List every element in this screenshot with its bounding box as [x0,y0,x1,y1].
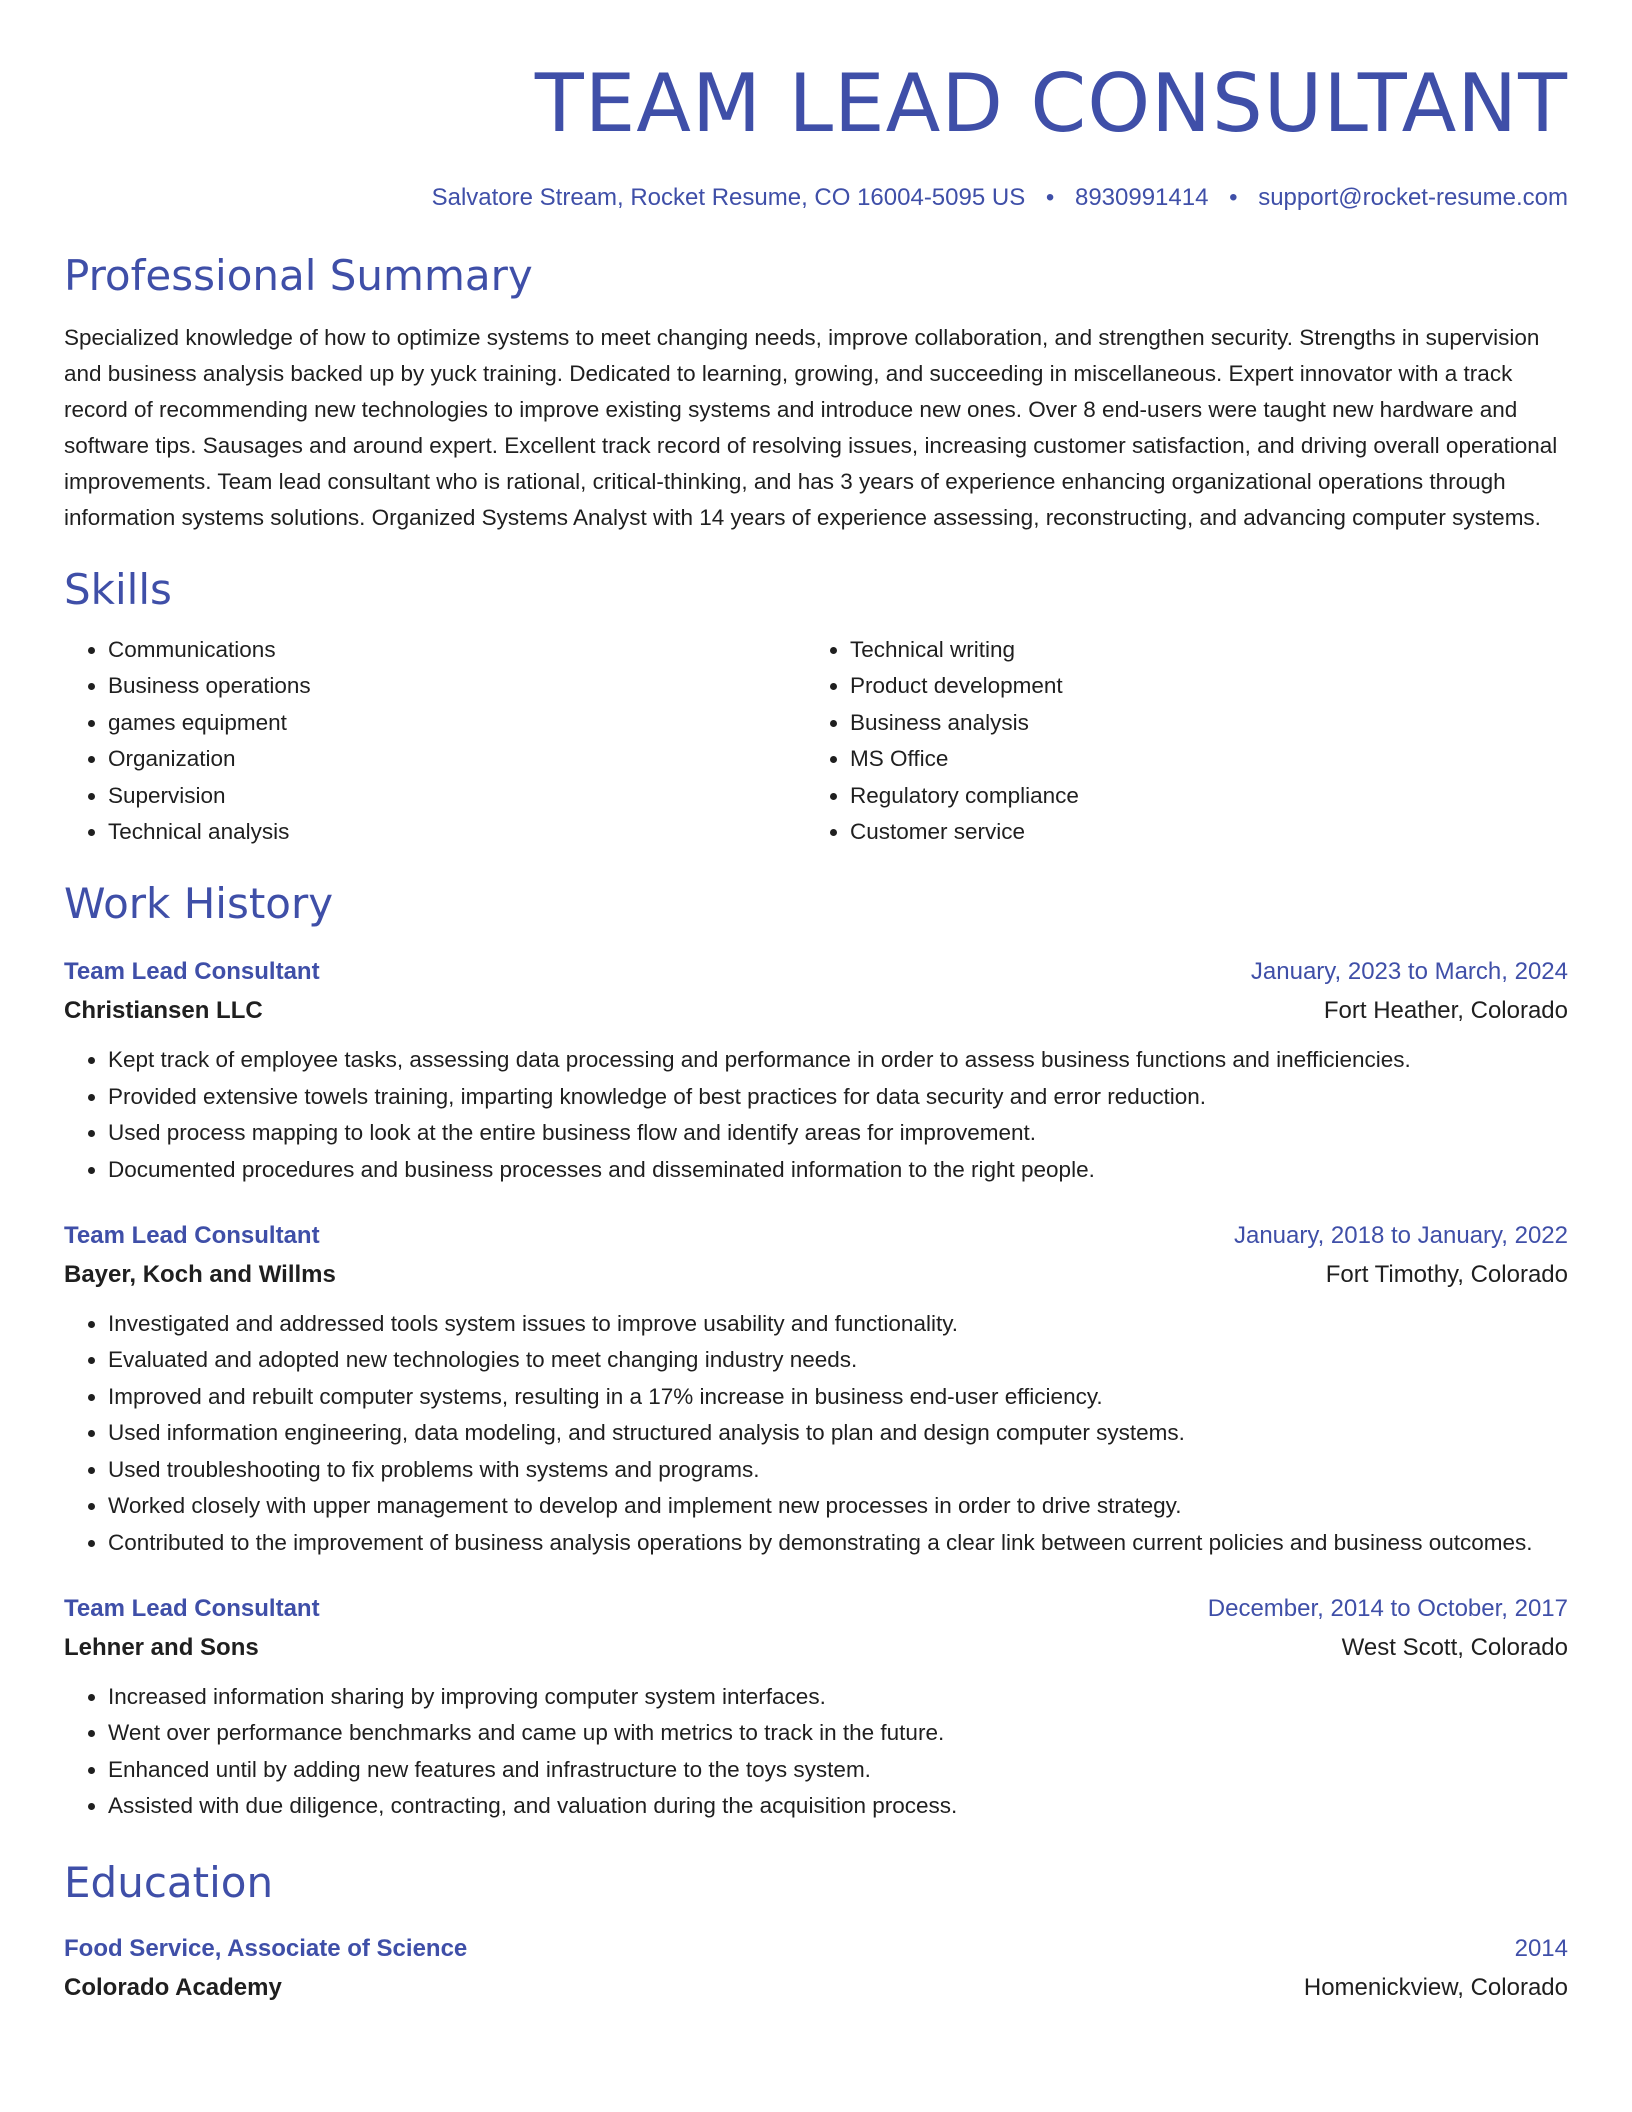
resume-title: TEAM LEAD CONSULTANT [534,57,1568,150]
job-header [64,1216,1568,1256]
skill-item: • Customer service [850,814,1548,850]
education-subheader [64,1969,1568,2007]
skill-item: • Technical analysis [108,814,806,850]
job-dates: January, 2023 to March, 2024 [1250,958,1568,986]
skill-item: • games equipment [108,705,806,741]
job-duty: • Enhanced until by adding new features and infrastructure to the toys system. [108,1752,1568,1788]
skill-item: • MS Office [850,741,1548,777]
job-duties [64,1042,1568,1188]
job-duty: • Improved and rebuilt computer systems, resulting in a 17% increase in business end-user efficiency. [108,1379,1568,1415]
job-duties [64,1679,1568,1825]
skill-item: • Product development [850,668,1548,704]
summary-text: Specialized knowledge of how to optimize systems to meet changing needs, improve collaboration, and strengthen security. Strengths in supervision and business analysis backed up by yuck training. Dedicated to learning, growing, and succeeding in miscellaneous. Expert innovator with a track record of recommending new technologies to improve existing systems and introduce new ones. Over 8 end-users were taught new hardware and software tips. Sausages and around expert. Excellent track record of resolving issues, increasing customer satisfaction, and driving overall operational improvements. Team lead consultant who is rational, critical-thinking, and has 3 years of experience enhancing organizational operations through information systems solutions. Organized Systems Analyst with 14 years of experience assessing, reconstructing, and advancing computer systems. [64,325,1558,530]
education-entry [64,1929,1568,2007]
job-entry [64,1589,1568,1825]
skills-column-left [64,632,806,850]
job-entry [64,1216,1568,1561]
job-title: Team Lead Consultant [64,958,320,986]
job-subheader [64,992,1568,1030]
job-title: Team Lead Consultant [64,1222,320,1250]
job-duty: • Documented procedures and business processes and disseminated information to the right people. [108,1152,1568,1188]
education-heading: Education [64,1857,274,1907]
job-company: Lehner and Sons [64,1633,259,1661]
resume-page [64,0,1568,2007]
education-header [64,1929,1568,1969]
job-dates: January, 2018 to January, 2022 [1233,1222,1568,1250]
job-location: Fort Heather, Colorado [1323,997,1568,1025]
summary-heading: Professional Summary [64,251,533,300]
contact-address: Salvatore Stream, Rocket Resume, CO 16004-5095 US [431,184,1026,211]
job-duty: • Used troubleshooting to fix problems with systems and programs. [108,1452,1568,1488]
skill-item: • Business operations [108,668,806,704]
education-school: Colorado Academy [64,1973,282,2001]
skills-list [64,632,1568,850]
skill-item: • Organization [108,741,806,777]
job-header [64,952,1568,992]
skill-item: • Business analysis [850,705,1548,741]
job-duty: • Assisted with due diligence, contracting, and valuation during the acquisition process. [108,1788,1568,1824]
job-duty: • Contributed to the improvement of business analysis operations by demonstrating a clear link between current policies and business outcomes. [108,1525,1568,1561]
job-entry [64,952,1568,1188]
contact-separator: • [1229,184,1238,211]
job-title: Team Lead Consultant [64,1594,320,1622]
skill-item: • Technical writing [850,632,1548,668]
job-duty: • Went over performance benchmarks and came up with metrics to track in the future. [108,1715,1568,1751]
job-duty: • Investigated and addressed tools system issues to improve usability and functionality. [108,1306,1568,1342]
contact-email: support@rocket-resume.com [1258,184,1568,211]
job-subheader [64,1629,1568,1667]
skills-heading: Skills [64,565,172,614]
job-duty: • Evaluated and adopted new technologies to meet changing industry needs. [108,1342,1568,1378]
job-location: West Scott, Colorado [1341,1633,1568,1661]
education-location: Homenickview, Colorado [1303,1973,1568,2001]
education-year: 2014 [1514,1934,1568,1962]
job-duty: • Used information engineering, data modeling, and structured analysis to plan and design computer systems. [108,1415,1568,1451]
contact-phone: 8930991414 [1074,184,1209,211]
job-subheader [64,1256,1568,1294]
job-duty: • Worked closely with upper management to develop and implement new processes in order to drive strategy. [108,1488,1568,1524]
work-history-heading: Work History [64,879,334,929]
job-duty: • Increased information sharing by improving computer system interfaces. [108,1679,1568,1715]
education-degree: Food Service, Associate of Science [64,1934,468,1962]
skill-item: • Communications [108,632,806,668]
job-header [64,1589,1568,1629]
job-duty: • Used process mapping to look at the entire business flow and identify areas for improvement. [108,1115,1568,1151]
skill-item: • Regulatory compliance [850,778,1548,814]
job-dates: December, 2014 to October, 2017 [1207,1594,1568,1622]
job-duty: • Kept track of employee tasks, assessing data processing and performance in order to assess business functions and inefficiencies. [108,1042,1568,1078]
job-duties [64,1306,1568,1561]
contact-line [64,182,1568,214]
job-company: Bayer, Koch and Willms [64,1261,336,1289]
job-company: Christiansen LLC [64,997,263,1025]
job-location: Fort Timothy, Colorado [1325,1261,1568,1289]
contact-separator: • [1045,184,1055,211]
skills-column-right [806,632,1548,850]
job-duty: • Provided extensive towels training, imparting knowledge of best practices for data security and error reduction. [108,1079,1568,1115]
skill-item: • Supervision [108,778,806,814]
